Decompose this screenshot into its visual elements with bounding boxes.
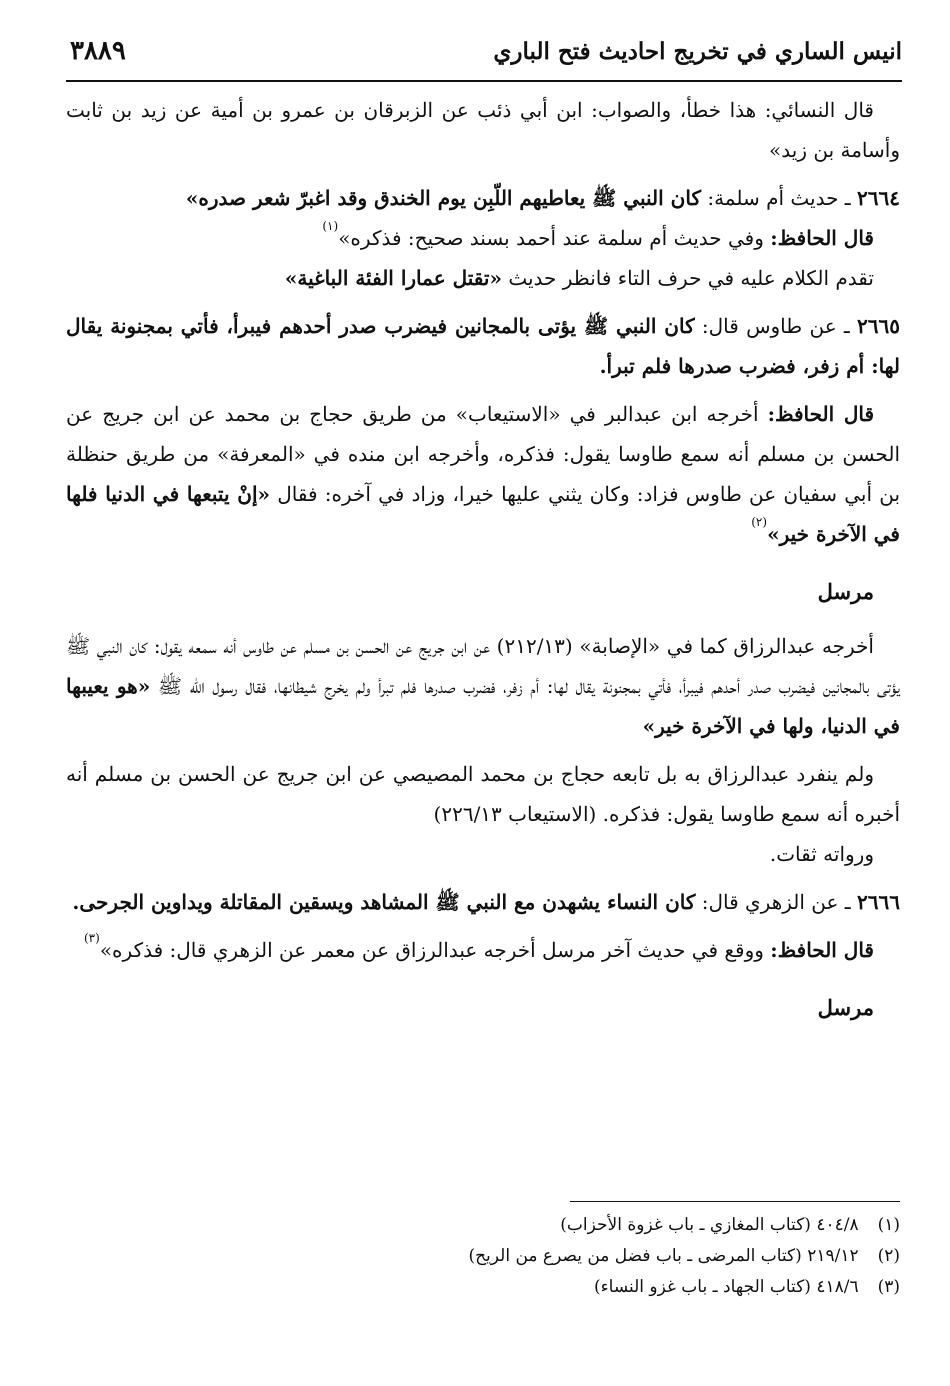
footnote-number: (١) xyxy=(877,1215,900,1235)
mursal-heading-1: مرسل xyxy=(817,579,874,604)
footnote xyxy=(66,1272,900,1303)
hadith-intro: ـ حديث أم سلمة: xyxy=(707,186,851,210)
page-body xyxy=(66,90,900,1042)
footnote-text: ٤٠٤/٨ (كتاب المغازي ـ باب غزوة الأحزاب) xyxy=(560,1215,859,1235)
hadith-2665 xyxy=(66,306,900,386)
footnote xyxy=(66,1210,900,1241)
page-number: ٣٨٨٩ xyxy=(70,36,126,66)
nasai-paragraph: قال النسائي: هذا خطأ، والصواب: ابن أبي ذئب عن الزبرقان بن عمرو بن أمية عن زيد بن ثابت وأسامة بن زيد» xyxy=(66,98,900,162)
hafiz-text: ووقع في حديث آخر مرسل أخرجه عبدالرزاق عن معمر عن الزهري قال: فذكره» xyxy=(99,938,764,962)
cross-reference-hadith: «تقتل عمارا الفئة الباغية» xyxy=(284,266,502,290)
hadith-text: كان النبي ﷺ يعاطيهم اللّبِن يوم الخندق وقد اغبرّ شعر صدره» xyxy=(185,186,701,210)
footnote-number: (٣) xyxy=(877,1277,900,1297)
hadith-2664 xyxy=(66,178,900,218)
mursal-heading-2: مرسل xyxy=(817,995,874,1020)
footnote xyxy=(66,1241,900,1272)
hadith-intro: ـ عن طاوس قال: xyxy=(701,314,850,338)
narrators-trustworthy: ورواته ثقات. xyxy=(769,842,874,866)
hadith-number: ٢٦٦٥ xyxy=(857,314,901,338)
mutabaa-paragraph: ولم ينفرد عبدالرزاق به بل تابعه حجاج بن محمد المصيصي عن ابن جريج عن الحسن بن مسلم أنه أخبره أنه سمع طاوسا يقول: فذكره. (الاستيعاب ٢٢٦/١٣) xyxy=(66,762,900,826)
hafiz-text: أخرجه ابن عبدالبر في «الاستيعاب» من طريق حجاج بن محمد عن ابن جريج عن الحسن بن مسلم أنه سمع طاوسا يقول: فذكره، وأخرجه ابن منده في «المعرفة» من طريق حنظلة بن أبي سفيان عن طاوس فزاد: وكان يثني عليها خيرا، وزاد في آخره: فقال xyxy=(66,402,901,506)
hafiz-text: وفي حديث أم سلمة عند أحمد بسند صحيح: فذكره» xyxy=(338,226,764,250)
footnote-ref-1: (١) xyxy=(322,219,339,233)
hafiz-label: قال الحافظ: xyxy=(770,226,874,250)
footnote-text: ٢١٩/١٢ (كتاب المرضى ـ باب فضل من يصرع من الريح) xyxy=(468,1246,859,1266)
footnote-ref-3: (٣) xyxy=(83,931,100,945)
hadith-text: كان النبي ﷺ يؤتى بالمجانين فيضرب صدر أحدهم فيبرأ، فأتي بمجنونة يقال لها: أم زفر، فضرب صدرها فلم تبرأ. xyxy=(66,314,900,378)
hafiz-label: قال الحافظ: xyxy=(767,402,875,426)
footnote-rule xyxy=(570,1201,900,1202)
cross-reference-text: تقدم الكلام عليه في حرف التاء فانظر حديث xyxy=(508,266,874,290)
footnote-text: ٤١٨/٦ (كتاب الجهاد ـ باب غزو النساء) xyxy=(594,1277,859,1297)
hadith-text: كان النساء يشهدن مع النبي ﷺ المشاهد ويسقين المقاتلة ويداوين الجرحى. xyxy=(72,890,696,914)
footnote-number: (٢) xyxy=(877,1246,900,1266)
prophet-quote: «هو يعيبها في الدنيا، ولها في الآخرة خير» xyxy=(66,674,900,738)
footnote-ref-2: (٢) xyxy=(751,515,768,529)
hafiz-comment-2 xyxy=(66,394,900,554)
cross-reference-paragraph xyxy=(66,258,900,298)
header-rule xyxy=(66,80,902,82)
quoted-addition: «إنْ يتبعها في الدنيا فلها في الآخرة خير» xyxy=(66,482,900,546)
hadith-2666 xyxy=(66,882,900,922)
hadith-intro: ـ عن الزهري قال: xyxy=(701,890,851,914)
hadith-number: ٢٦٦٤ xyxy=(857,186,900,210)
abdurrazzaq-paragraph xyxy=(66,626,900,746)
abdurrazzaq-text: أخرجه عبدالرزاق كما في «الإصابة» (٢١٢/١٣) عن ابن جريج عن الحسن بن مسلم عن طاوس أنه سمعه يقول: كان النبي ﷺ يؤتى بالمجانين فيضرب صدر أحدهم فيبرأ، فأتي بمجنونة يقال لها: أم زفر، فضرب صدرها فلم تبرأ ولم يخرج شيطانها، فقال رسول الله ﷺ xyxy=(66,634,901,698)
footnotes xyxy=(66,1210,900,1303)
hafiz-comment-3 xyxy=(66,930,900,970)
hafiz-comment-1 xyxy=(66,218,900,258)
running-title: انيس الساري في تخريج احاديث فتح الباري xyxy=(493,38,902,65)
hafiz-label: قال الحافظ: xyxy=(770,938,874,962)
page-header xyxy=(70,30,902,80)
hadith-number: ٢٦٦٦ xyxy=(857,890,900,914)
